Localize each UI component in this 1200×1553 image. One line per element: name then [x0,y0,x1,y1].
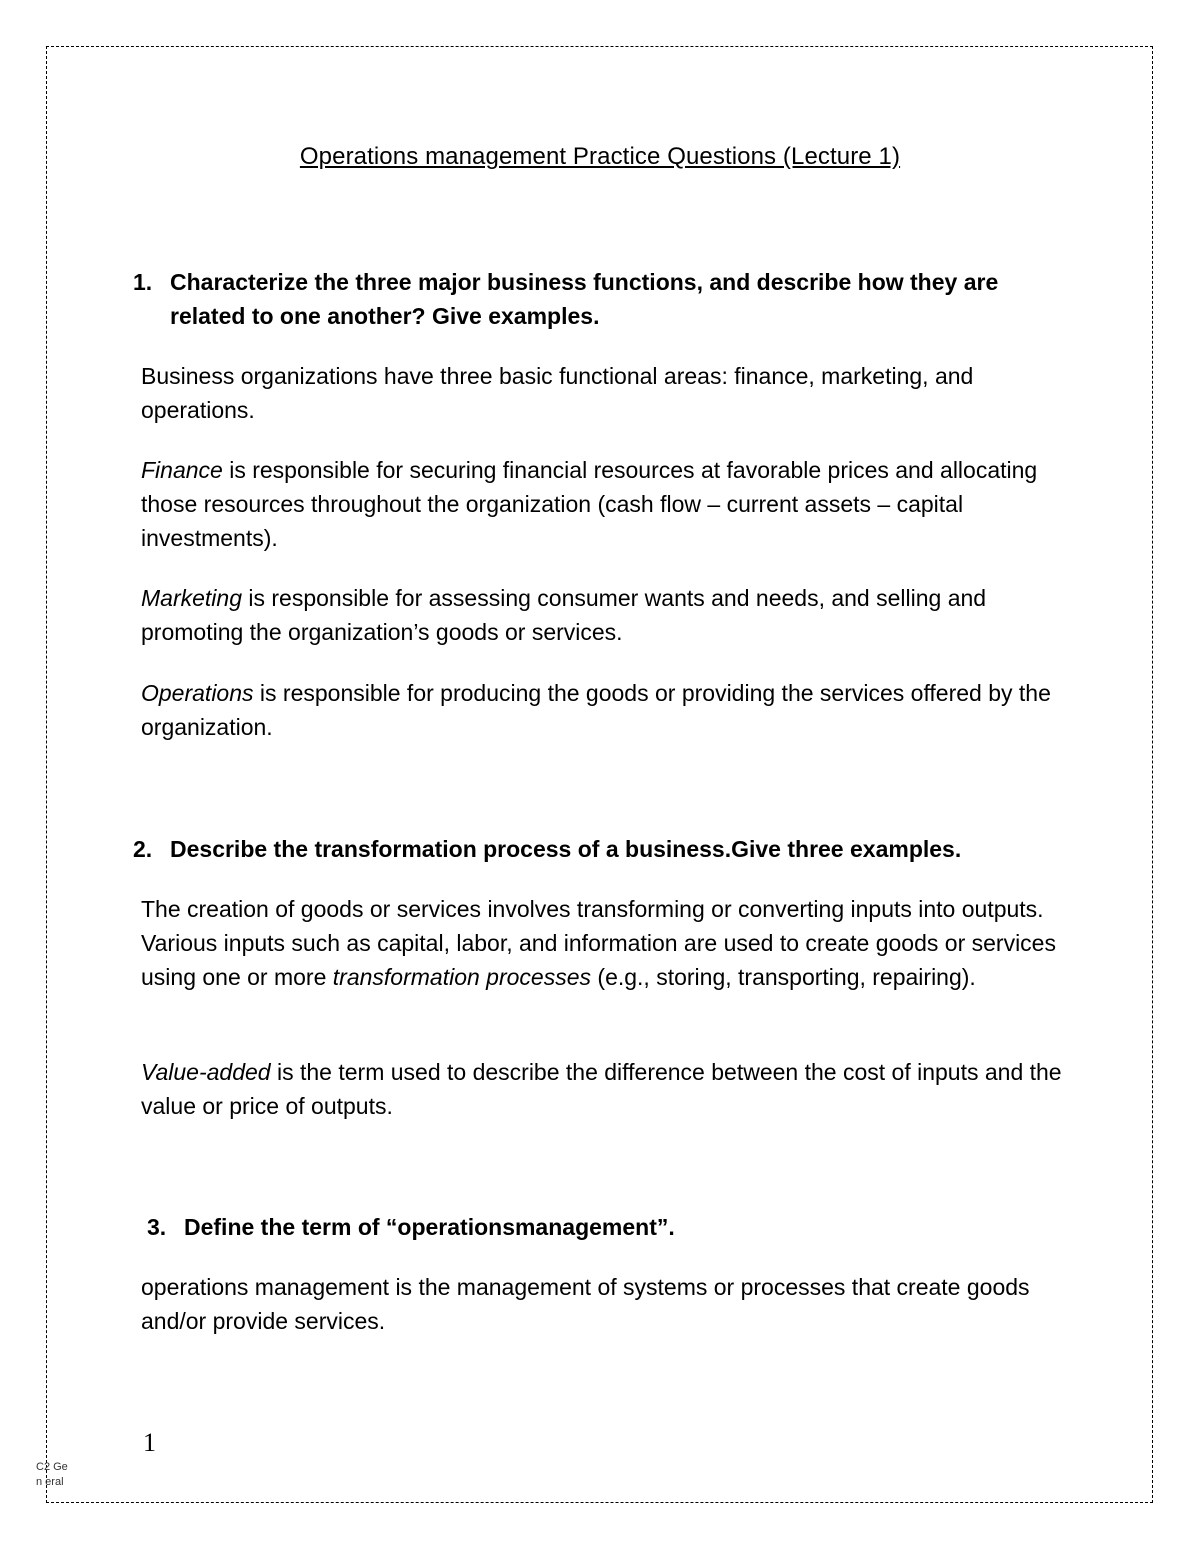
question-number: 2. [133,836,153,862]
answer-paragraph [141,581,1071,649]
question-text: Define the term of “operationsmanagement”. [184,1214,675,1240]
document-title: Operations management Practice Questions (Lecture 1) [299,143,901,170]
answer-text: is responsible for assessing consumer wants and needs, and selling and promoting the organization’s goods or services. [141,585,987,645]
question-3 [147,1210,1067,1244]
answer-text: The creation of goods or services involves transforming or converting inputs into outputs. Various inputs such as capital, labor, and information are used to create goods or services using one or more [141,896,1056,990]
answer-paragraph [141,892,1071,994]
question-1 [133,265,1053,333]
answer-paragraph [141,453,1071,555]
question-text: Describe the transformation process of a business.Give three examples. [170,836,962,862]
answer-text: is the term used to describe the difference between the cost of inputs and the value or price of outputs. [141,1059,1062,1119]
term-value-added: Value-added [141,1059,271,1085]
question-2 [133,832,1053,866]
answer-paragraph [141,1055,1071,1123]
answer-text: is responsible for producing the goods or providing the services offered by the organization. [141,680,1051,740]
answer-text: is responsible for securing financial resources at favorable prices and allocating those resources throughout the organization (cash flow – current assets – capital investments). [141,457,1038,551]
answer-paragraph [141,676,1071,744]
classification-label: C2 Gen eral [36,1461,68,1488]
term-transformation-processes: transformation processes [332,964,592,990]
term-marketing: Marketing [141,585,242,611]
term-operations: Operations [141,680,254,706]
question-text: Characterize the three major business functions, and describe how they are related to one another? Give examples. [170,269,999,329]
question-number: 1. [133,269,153,295]
answer-text: (e.g., storing, transporting, repairing). [591,964,976,990]
answer-paragraph: Business organizations have three basic functional areas: finance, marketing, and operations. [141,363,974,423]
page-number: 1 [143,1428,156,1457]
term-finance: Finance [141,457,223,483]
question-number: 3. [147,1214,167,1240]
answer-paragraph: operations management is the management of systems or processes that create goods and/or provide services. [141,1274,1030,1334]
